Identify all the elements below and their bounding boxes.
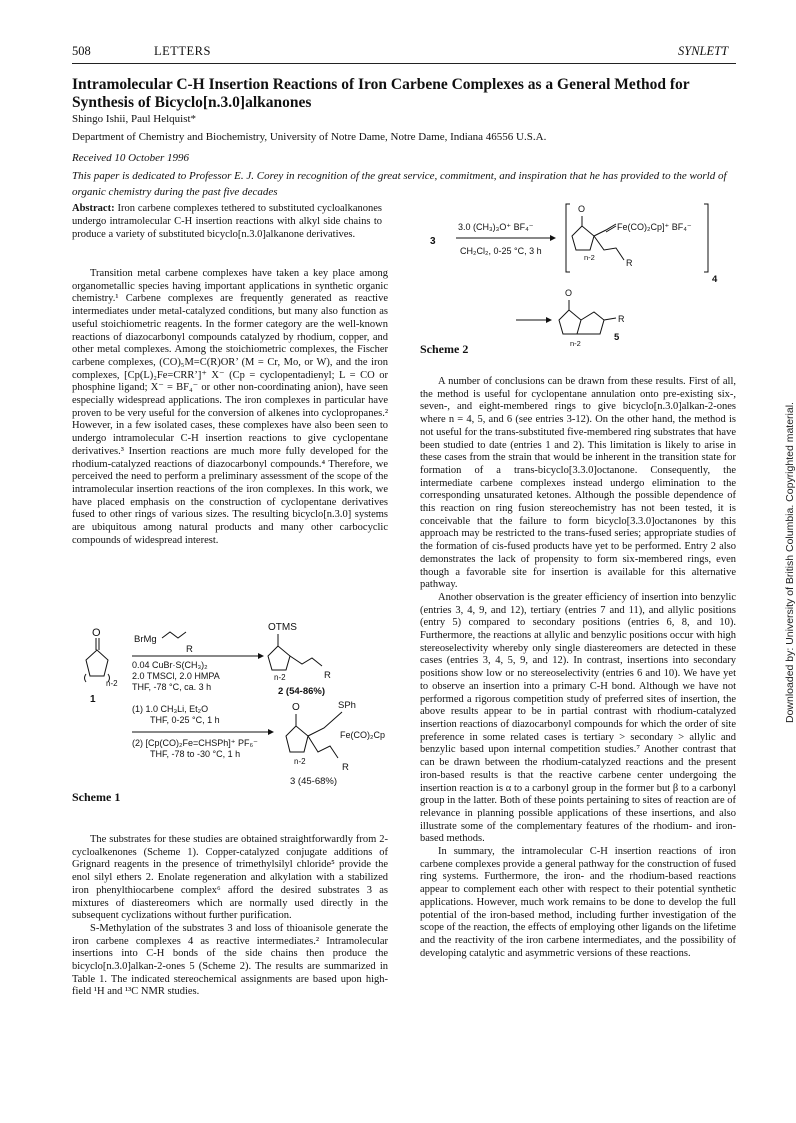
otms-label: OTMS	[268, 622, 297, 633]
condition-b3: (2) [Cp(CO)₂Fe=CHSPh]⁺ PF₆⁻	[132, 738, 258, 748]
affiliation: Department of Chemistry and Biochemistry, University of Notre Dame, Notre Dame, Indiana 46556 U.S.A.	[72, 131, 547, 143]
r-group: R	[626, 258, 633, 268]
condition-1: 3.0 (CH₃)₃O⁺ BF₄⁻	[458, 222, 534, 232]
compound-2-label: 2 (54-86%)	[278, 686, 325, 697]
section-label: LETTERS	[154, 44, 211, 58]
o-label: O	[565, 288, 573, 298]
condition-a3: THF, -78 °C, ca. 3 h	[132, 682, 212, 692]
received-date: Received 10 October 1996	[72, 152, 189, 164]
sph-label: SPh	[338, 700, 356, 711]
fe-complex: Fe(CO)₂Cp]⁺ BF₄⁻	[617, 222, 692, 232]
download-watermark-text: Downloaded by: University of British Columbia. Copyrighted material.	[784, 402, 796, 723]
svg-text:O: O	[92, 627, 101, 639]
journal-name: SYNLETT	[678, 44, 729, 58]
r-group: R	[618, 314, 625, 324]
compound-4-label: 4	[712, 274, 718, 285]
paragraph: S-Methylation of the substrates 3 and loss of thioanisole generate the iron carbene complexes 4 as reactive intermediates.² Intramolecular insertions into C-H bonds of the side chains then produce the bicyclo[n.3.0]alkan-2-ones 5 (Scheme 2). The results are summarized in Table 1. The indicated stereochemical assignments are based upon high-field ¹H and ¹³C NMR studies.	[72, 922, 388, 998]
compound-1-label: 1	[90, 694, 96, 705]
svg-text:O: O	[292, 702, 300, 713]
dedication: This paper is dedicated to Professor E. J. Corey in recognition of the great service, commitment, and inspiration that he has provided to the world of organic chemistry during the past five decades	[72, 170, 727, 198]
abstract-text: Iron carbene complexes tethered to substituted cycloalkanones undergo intramolecular C-H insertion reactions with alkyl side chains to produce a variety of substituted bicyclo[n.3.0]alkanone derivatives.	[72, 203, 382, 240]
abstract-label: Abstract:	[72, 203, 115, 214]
article-title: Intramolecular C-H Insertion Reactions of Iron Carbene Complexes as a General Method for Synthesis of Bicyclo[n.3.0]alkanones	[72, 76, 690, 111]
condition-b1: (1) 1.0 CH₃Li, Et₂O	[132, 704, 209, 714]
download-watermark	[768, 395, 796, 725]
condition-a1: 0.04 CuBr·S(CH₃)₂	[132, 660, 208, 670]
r-group: R	[342, 762, 349, 773]
grignard-reagent: BrMg	[134, 634, 157, 645]
r-group: R	[324, 670, 331, 681]
n2-label: n-2	[274, 673, 286, 682]
n2-label: n-2	[106, 679, 118, 688]
paragraph: Transition metal carbene complexes have taken a key place among organometallic species having important applications in synthetic organic chemistry.¹ Carbene complexes are frequently generated as reactive intermediates under metal-catalyzed conditions, but many also function as useful stoichiometric reagents. In the former category are the well-known reactions of diazocarbonyl compounds catalyzed by rhodium, copper, and other metal complexes. Among the stoichiometric complexes, the Fischer carbene complexes, (CO)₅M=C(R)OR’ (M = Cr, Mo, or W), and the iron complexes, [Cp(L)₂Fe=CRR’]⁺ X⁻ (Cp = cyclopentadienyl; L = CO or phosphine ligand; X⁻ = BF₄⁻ or other non-coordinating anion), have seen especially widespread applications. The iron complexes in particular have proven to be very useful for the conversion of alkenes into cyclopropanes.² However, in a few isolated cases, these complexes have also been seen to undergo intramolecular C-H insertion reactions to give cyclopentane derivatives.³ Insertion reactions are much more fully developed for the rhodium-catalyzed reactions of diazocarbonyl compounds.⁴ Therefore, we perceived the need to perform a preliminary assessment of the scope of the intramolecular insertion reactions of the iron complexes. In this work, we have placed emphasis on the construction of cyclopentane derivatives fused to other rings of various sizes. The resulting bicyclo[n.3.0] systems are ubiquitous among natural products and many other carbocyclic compounds of widespread interest.	[72, 268, 388, 546]
condition-2: CH₂Cl₂, 0-25 °C, 3 h	[460, 246, 542, 256]
compound-5-structure	[559, 300, 616, 334]
scheme-1-graphic	[72, 612, 402, 812]
compound-3-structure	[286, 712, 342, 758]
condition-a2: 2.0 TMSCl, 2.0 HMPA	[132, 671, 220, 681]
compound-2-structure	[268, 634, 322, 670]
scheme-2-label: Scheme 2	[420, 342, 469, 356]
compound-3-label: 3 (45-68%)	[290, 776, 337, 787]
scheme-1-label: Scheme 1	[72, 790, 121, 804]
paragraph: Another observation is the greater efficiency of insertion into benzylic (entries 3, 4, 9, and 12), tertiary (entries 7 and 11), and allylic positions (entry 5) compared to secondary positions (entries 6, 8, and 10). Furthermore, the reactions at allylic and benzylic positions occur with high stereoselectivity whereby only single diastereomers are detected in these cases (entries 3, 4, 5, 9, and 12). In contrast, insertions into secondary positions show low or no stereoselectivity (entries 6 and 10). We have yet to observe an insertion into a primary C-H bond. Although we have not performed a rigorous competition study of preferred sites of insertion, the above results appear to be in partial contrast with rhodium-catalyzed insertion reactions of diazocarbonyl compounds for which the order of site preference in some related cases is tertiary > secondary > allylic and benzylic based upon internal competition studies.⁷ Another contrast that can be drawn between the rhodium-catalyzed reactions and the present iron-based results is that the reactive carbene center undergoing the insertion reaction is α to a carbonyl group in the former but β to a carbonyl group in the latter. Both of these points pertaining to sites of reaction are of relevance in planning possible applications of these insertions, and also illustrate some of the complementary features of the rhodium- and iron-based methods.	[420, 591, 736, 845]
right-column-text	[420, 376, 736, 960]
paragraph: A number of conclusions can be drawn from these results. First of all, the method is useful for cyclopentane annulation onto pre-existing six-, seven-, and eight-membered rings to give bicyclo[n.3.0]alkan-2-ones where n = 4, 5, and 6 (see entries 3-12). On the other hand, the method is not useful for the trans-substituted five-membered ring substrates that have been studied to date (entries 1 and 2). This limitation is likely to arise in these cases from the strain that would be inherent in the transition state for formation of a trans-bicyclo[3.3.0]octanone. Consequently, the intermediate carbene complexes instead undergo elimination to the corresponding unsaturated ketones. Although the possible dependence of this reaction on ring fusion stereochemistry has not been tested, it is conceivable that the failure to form bicyclo[3.3.0]octanones by this approach may be restricted to the trans-fused series; appropriate studies of the formation of cis-fused products have yet to be performed. Entry 2 also demonstrates the lack of propensity to form six-membered rings, even though a favorable site for insertion is available for this alternative pathway.	[420, 376, 736, 591]
condition-b2: THF, 0-25 °C, 1 h	[150, 715, 220, 725]
o-label: O	[578, 204, 586, 214]
scheme-2-graphic	[420, 200, 736, 350]
r-group: R	[186, 644, 193, 655]
fe-complex-label: Fe(CO)₂Cp	[340, 730, 385, 740]
n2-label: n-2	[584, 253, 595, 262]
condition-b4: THF, -78 to -30 °C, 1 h	[150, 749, 241, 759]
start-compound: 3	[430, 236, 436, 247]
left-paragraph-2	[72, 834, 388, 999]
authors: Shingo Ishii, Paul Helquist*	[72, 113, 197, 125]
page-number: 508	[72, 44, 91, 58]
compound-5-label: 5	[614, 332, 620, 343]
left-paragraph-1	[72, 268, 388, 547]
compound-1-structure	[85, 638, 110, 682]
abstract	[72, 202, 382, 241]
header-rule	[72, 63, 736, 64]
paragraph: The substrates for these studies are obtained straightforwardly from 2-cycloalkenones (Scheme 1). Copper-catalyzed conjugate additions of Grignard reagents in the presence of trimethylsilyl chloride⁵ provide the enol silyl ethers 2. Enolate regeneration and alkylation with a stabilized iron phenylthiocarbene complex⁶ afford the desired substrates 3 as mixtures of diastereomers which are normally used directly in the subsequent cyclizations without further purification.	[72, 834, 388, 922]
n2-label: n-2	[294, 757, 306, 766]
n2-label: n-2	[570, 339, 581, 348]
paragraph: In summary, the intramolecular C-H insertion reactions of iron carbene complexes provide a general pathway for the construction of fused ring systems. Furthermore, the iron- and the rhodium-based reactions appear to complement each other with respect to their potential synthetic applications. However, much work remains to be done to develop the full potential of the iron-based method, including further investigation of the scope of the reaction, the effects of employing other ligands on the lifetime and the reactivity of the iron carbene intermediates, and the possibility of developing catalytic and asymmetric versions of these reactions.	[420, 846, 736, 959]
